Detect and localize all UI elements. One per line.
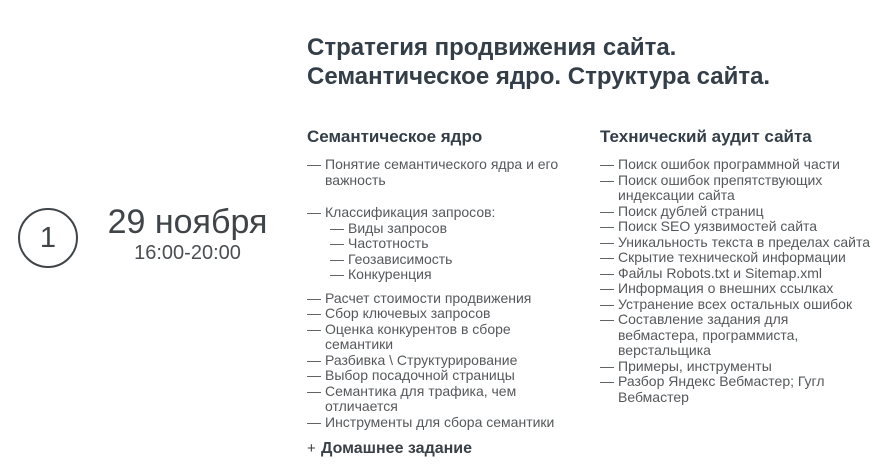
list-item-text: Поиск дублей страниц	[618, 202, 764, 219]
list-item	[600, 250, 872, 266]
lesson-title-line2: Семантическое ядро. Структура сайта.	[307, 63, 771, 90]
list-item-text: Классификация запросов:	[325, 204, 496, 220]
list-item-text: Разбивка \ Структурирование	[325, 351, 518, 368]
list-item	[600, 157, 872, 173]
list-item	[600, 219, 872, 235]
list-item	[600, 297, 872, 313]
list-item-text: Расчет стоимости продвижения	[325, 289, 532, 306]
list-item	[307, 306, 563, 322]
dash-bullet: —	[600, 202, 614, 219]
column-heading: Семантическое ядро	[307, 127, 483, 146]
dash-bullet: —	[330, 266, 344, 282]
dash-bullet: —	[307, 305, 321, 321]
dash-bullet: —	[307, 320, 321, 337]
lesson-title	[307, 33, 873, 91]
list-item-text: Поиск ошибок препятствующих индексации сайта	[618, 171, 823, 203]
list-item-text: Примеры, инструменты	[618, 357, 772, 374]
list-item-text: Частотность	[348, 235, 429, 251]
list-item-text: Геозависимость	[348, 250, 453, 267]
list-item-text: Понятие семантического ядра и его важность	[325, 156, 559, 188]
dash-bullet: —	[600, 233, 614, 250]
list-item-text: Инструменты для сбора семантики	[325, 413, 555, 430]
list-item	[600, 281, 872, 297]
lesson-content	[307, 33, 873, 458]
list-item	[600, 173, 872, 204]
session-date: 29 ноября	[107, 203, 268, 241]
list-item	[307, 221, 563, 237]
list-item	[307, 415, 563, 431]
lesson-title-line1: Стратегия продвижения сайта.	[307, 34, 677, 61]
list-item	[307, 368, 563, 384]
column-technical-audit	[600, 127, 872, 405]
list-item-text: Сбор ключевых запросов	[325, 305, 491, 321]
list-item-text: Семантика для трафика, чем отличается	[325, 382, 517, 414]
list-item-text: Уникальность текста в пределах сайта	[618, 233, 871, 250]
list-item-text: Разбор Яндекс Вебмастер; Гугл Вебмастер	[618, 373, 825, 405]
list-item	[307, 291, 563, 307]
dash-bullet: —	[307, 382, 321, 399]
list-item	[600, 235, 872, 251]
list-item-text: Выбор посадочной страницы	[325, 367, 515, 383]
topic-list	[307, 157, 563, 430]
list-item	[307, 267, 563, 283]
list-item	[307, 322, 563, 353]
dash-bullet: —	[600, 311, 614, 327]
dash-bullet: —	[330, 250, 344, 267]
dash-bullet: —	[307, 351, 321, 368]
list-item	[600, 312, 872, 359]
list-item	[307, 205, 563, 221]
homework-note	[307, 439, 563, 458]
list-item-text: Виды запросов	[348, 219, 448, 236]
list-item-text: Устранение всех остальных ошибок	[618, 295, 853, 312]
list-item	[600, 266, 872, 282]
dash-bullet: —	[307, 204, 321, 220]
list-item	[307, 252, 563, 268]
list-item-text: Скрытие технической информации	[618, 249, 846, 265]
dash-bullet: —	[330, 219, 344, 236]
list-item-text: Информация о внешних ссылках	[618, 280, 834, 296]
column-semantic-core	[307, 127, 563, 458]
dash-bullet: —	[600, 264, 614, 281]
list-item	[307, 157, 563, 188]
list-item-text: Файлы Robots.txt и Sitemap.xml	[618, 264, 823, 281]
dash-bullet: —	[600, 280, 614, 296]
list-item	[307, 236, 563, 252]
dash-bullet: —	[600, 249, 614, 265]
dash-bullet: —	[600, 295, 614, 312]
list-item	[307, 353, 563, 369]
list-item	[600, 359, 872, 375]
homework-label: Домашнее задание	[321, 440, 473, 457]
plus-bullet: +	[307, 440, 316, 457]
dash-bullet: —	[600, 218, 614, 234]
dash-bullet: —	[307, 367, 321, 383]
dash-bullet: —	[600, 156, 614, 172]
list-item	[307, 384, 563, 415]
session-time: 16:00-20:00	[134, 242, 241, 264]
dash-bullet: —	[307, 413, 321, 430]
session-date-block	[95, 204, 280, 265]
topic-columns	[307, 127, 873, 458]
list-item-text: Конкуренция	[348, 266, 432, 282]
session-number: 1	[39, 221, 57, 254]
list-item-text: Поиск SEO уязвимостей сайта	[618, 218, 818, 234]
dash-bullet: —	[330, 235, 344, 251]
session-number-circle	[18, 208, 78, 268]
list-item-text: Составление задания для вебмастера, программиста, верстальщика	[618, 311, 799, 358]
dash-bullet: —	[307, 289, 321, 306]
dash-bullet: —	[600, 357, 614, 374]
dash-bullet: —	[600, 171, 614, 188]
column-heading: Технический аудит сайта	[600, 127, 812, 146]
dash-bullet: —	[600, 373, 614, 389]
list-item	[600, 204, 872, 220]
list-item-text: Оценка конкурентов в сборе семантики	[325, 320, 511, 352]
list-item	[600, 374, 872, 405]
dash-bullet: —	[307, 156, 321, 172]
list-item-text: Поиск ошибок программной части	[618, 156, 840, 172]
topic-list	[600, 157, 872, 405]
